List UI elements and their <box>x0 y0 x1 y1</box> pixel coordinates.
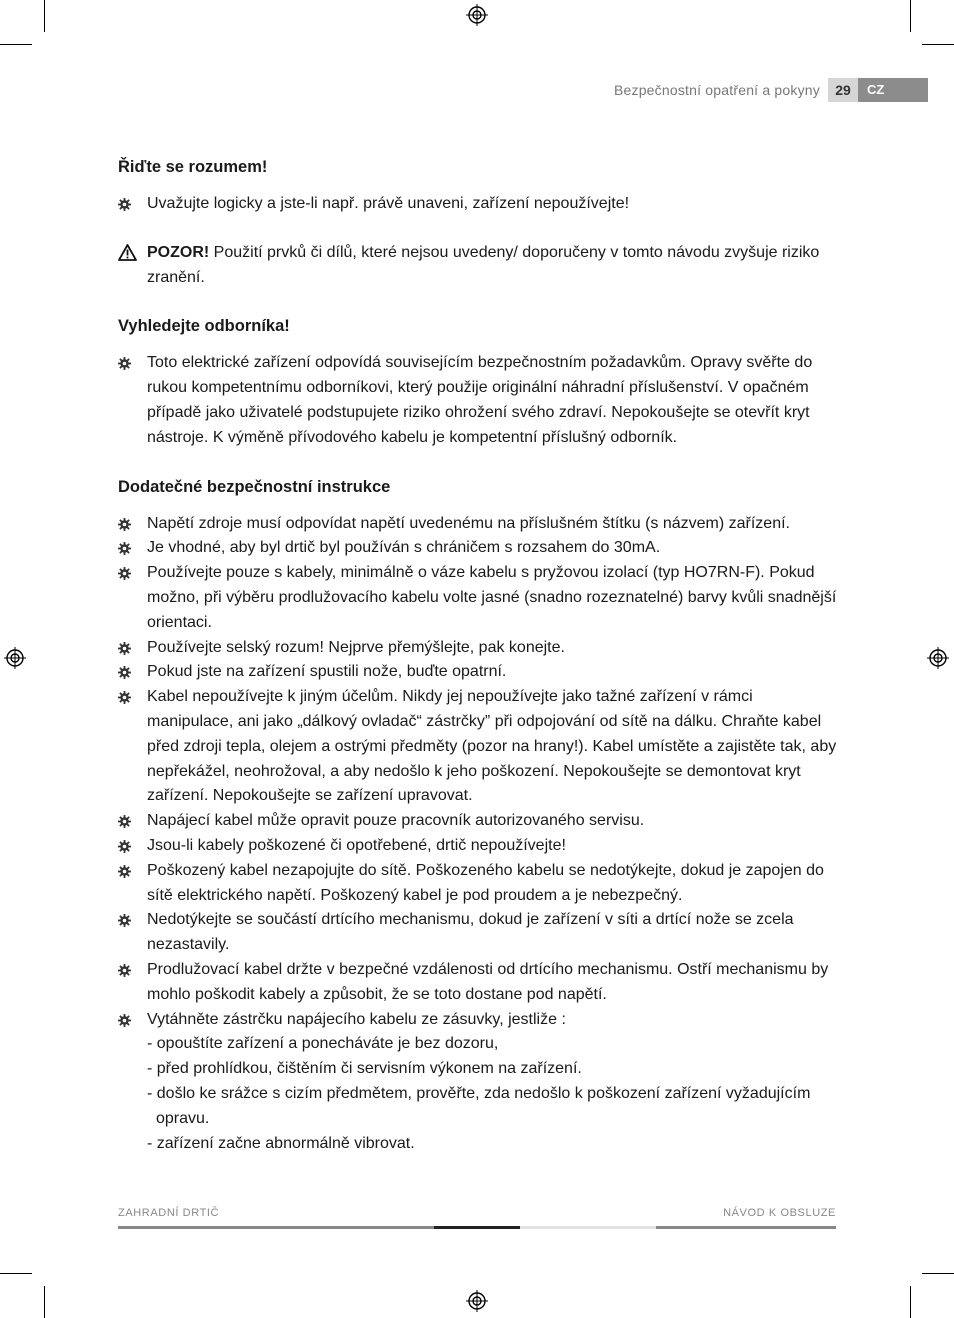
bullet-list <box>118 512 838 1157</box>
footer-manual-title: NÁVOD K OBSLUZE <box>723 1207 836 1219</box>
crop-mark <box>0 1273 32 1274</box>
footer-bar-segment <box>118 1226 434 1229</box>
gear-bullet-icon <box>118 518 131 531</box>
footer-bar-segment <box>434 1226 520 1229</box>
gear-bullet-icon <box>118 666 131 679</box>
list-item-text: Je vhodné, aby byl drtič byl používán s chráničem s rozsahem do 30mA. <box>147 539 661 557</box>
list-item-text: Pokud jste na zařízení spustili nože, buďte opatrní. <box>147 663 507 681</box>
list-item <box>118 685 838 809</box>
list-item-text: Napájecí kabel může opravit pouze pracovník autorizovaného servisu. <box>147 812 645 830</box>
list-item <box>118 536 838 561</box>
gear-bullet-icon <box>118 198 131 211</box>
list-item-text: Toto elektrické zařízení odpovídá souvisejícím bezpečnostním požadavkům. Opravy svěřte do rukou kompetentnímu odborníkovi, který použije originální náhradní příslušenství. V opačném případě jako uživatelé podstupujete riziko ohrožení svého zdraví. Nepokoušejte se otevřít kryt nástroje. K výměně přívodového kabelu je kompetentní příslušný odborník. <box>147 354 813 446</box>
list-item <box>118 512 838 537</box>
list-item-text: Vytáhněte zástrčku napájecího kabelu ze zásuvky, jestliže : <box>147 1010 566 1028</box>
list-item <box>118 859 838 909</box>
crop-mark <box>922 44 954 45</box>
header-section-title: Bezpečnostní opatření a pokyny <box>613 82 820 98</box>
registration-mark-icon <box>466 4 488 26</box>
list-item-text: Používejte selský rozum! Nejprve přemýšlejte, pak konejte. <box>147 638 565 656</box>
registration-mark-icon <box>4 647 26 669</box>
list-item-text: Nedotýkejte se součástí drtícího mechanismu, dokud je zařízení v síti a drtící nože se zcela nezastavily. <box>147 911 794 954</box>
gear-bullet-icon <box>118 865 131 878</box>
list-item-text: Jsou-li kabely poškozené či opotřebené, drtič nepoužívejte! <box>147 836 566 854</box>
list-item-text: Napětí zdroje musí odpovídat napětí uvedenému na příslušném štítku (s názvem) zařízení. <box>147 514 790 532</box>
bullet-list <box>118 351 838 450</box>
language-tab: CZ <box>858 78 928 102</box>
footer-bar-segment <box>520 1226 656 1229</box>
crop-mark <box>922 1273 954 1274</box>
crop-mark <box>910 0 911 32</box>
list-item <box>118 958 838 1008</box>
list-item <box>118 561 838 635</box>
section-heading: Dodatečné bezpečnostní instrukce <box>118 477 391 496</box>
registration-mark-icon <box>927 647 949 669</box>
list-item-text: Uvažujte logicky a jste-li např. právě unaveni, zařízení nepoužívejte! <box>147 195 630 212</box>
crop-mark <box>44 0 45 32</box>
warning-note <box>118 241 838 291</box>
gear-bullet-icon <box>118 567 131 580</box>
page-content <box>118 154 838 1156</box>
crop-mark <box>0 44 32 45</box>
gear-bullet-icon <box>118 357 131 370</box>
list-item <box>118 660 838 685</box>
list-item <box>118 351 838 450</box>
registration-mark-icon <box>466 1290 488 1312</box>
list-item <box>118 834 838 859</box>
list-item <box>118 1008 838 1157</box>
gear-bullet-icon <box>118 815 131 828</box>
sub-list-item: - před prohlídkou, čištěním či servisním výkonem na zařízení. <box>147 1060 582 1078</box>
crop-mark <box>44 1286 45 1318</box>
list-item-text: Poškozený kabel nezapojujte do sítě. Poškozeného kabelu se nedotýkejte, dokud je zapojen do sítě elektrického napětí. Poškozený kabel je pod proudem a je nebezpečný. <box>147 861 824 904</box>
warning-label: POZOR! <box>147 243 210 261</box>
gear-bullet-icon <box>118 914 131 927</box>
gear-bullet-icon <box>118 691 131 704</box>
section-heading: Vyhledejte odborníka! <box>118 317 290 336</box>
warning-text: Použití prvků či dílů, které nejsou uvedeny/ doporučeny v tomto návodu zvyšuje riziko zranění. <box>147 243 820 286</box>
bullet-list <box>118 192 838 217</box>
crop-mark <box>910 1286 911 1318</box>
gear-bullet-icon <box>118 840 131 853</box>
section-heading: Řiďte se rozumem! <box>118 158 268 176</box>
list-item <box>118 636 838 661</box>
gear-bullet-icon <box>118 542 131 555</box>
gear-bullet-icon <box>118 964 131 977</box>
page-number: 29 <box>828 78 858 102</box>
sub-list-item: - zařízení začne abnormálně vibrovat. <box>147 1134 415 1152</box>
warning-triangle-icon <box>118 244 137 261</box>
list-item <box>118 908 838 958</box>
sub-list-item: - došlo ke srážce s cizím předmětem, prověřte, zda nedošlo k poškození zařízení vyžadujícím opravu. <box>147 1084 811 1127</box>
list-item <box>118 192 838 217</box>
gear-bullet-icon <box>118 642 131 655</box>
list-item-text: Kabel nepoužívejte k jiným účelům. Nikdy jej nepoužívejte jako tažné zařízení v rámci manipulace, ani jako „dálkový ovladač“ zástrčky” při odpojování od sítě na dálku. Chraňte kabel před zdroji tepla, olejem a ostrými předměty (pozor na hrany!). Kabel umístěte a zajistěte tak, aby nepřekážel, neohrožoval, a aby nedošlo k jeho poškození. Nepokoušejte se demontovat kryt zařízení. Nepokoušejte se zařízení upravovat. <box>147 688 837 805</box>
footer-bar-segment <box>656 1226 836 1229</box>
list-item-text: Prodlužovací kabel držte v bezpečné vzdálenosti od drtícího mechanismu. Ostří mechanismu by mohlo poškodit kabely a způsobit, že se toto dostane pod napětí. <box>147 960 829 1003</box>
footer-product-name: ZAHRADNÍ DRTIČ <box>118 1207 220 1219</box>
list-item <box>118 809 838 834</box>
sub-list-item: - opouštíte zařízení a ponecháváte je bez dozoru, <box>147 1035 499 1053</box>
gear-bullet-icon <box>118 1014 131 1027</box>
list-item-text: Používejte pouze s kabely, minimálně o váze kabelu s pryžovou izolací (typ HO7RN-F). Pokud možno, při výběru prodlužovacího kabelu volte jasné (snadno rozeznatelné) barvy kvůli snadnější orientaci. <box>147 564 837 631</box>
